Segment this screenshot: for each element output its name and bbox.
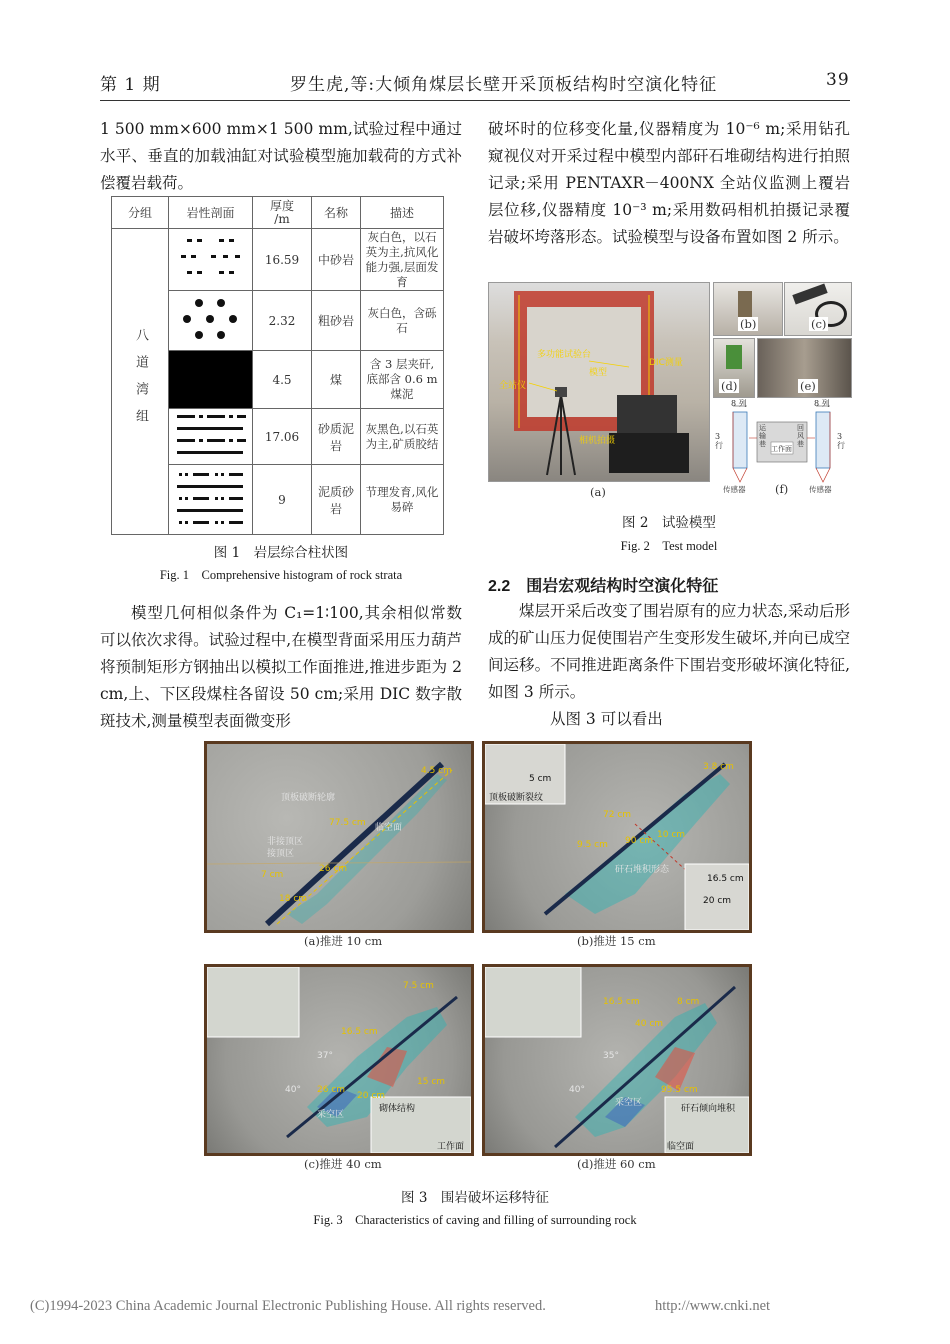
fig2c-photo <box>784 282 852 336</box>
thickness-cell: 2.32 <box>253 291 312 351</box>
fig3-caption-cn: 图 3 围岩破坏运移特征 <box>401 1190 549 1206</box>
fig2c-label-letter: (c) <box>811 317 827 331</box>
table-header: 岩性剖面 <box>169 197 253 229</box>
fig3b-label: 72 cm <box>603 810 632 820</box>
left-paragraph-2: 模型几何相似条件为 C₁=1∶100,其余相似常数可以依次求得。试验过程中,在模型背面采用压力葫芦将预制矩形方钢抽出以模拟工作面推进,推进步距为 2 cm,上、下区段煤柱各留设 50 cm;采用 DIC 数字散斑技术,测量模型表面微变形 <box>100 604 462 730</box>
right-paragraph-3: 从图 3 可以看出 <box>550 710 663 728</box>
group-cell: 八道湾组 <box>112 229 169 535</box>
fig3a-caption: (a)推进 10 cm <box>304 934 383 948</box>
fig3c-photo <box>204 964 474 1156</box>
fig3c-label: 7.5 cm <box>403 981 434 991</box>
desc-cell: 含 3 层夹矸,底部含 0.6 m 煤泥 <box>361 351 444 409</box>
fig3d-caption: (d)推进 60 cm <box>577 1157 656 1171</box>
lithology-argillaceous-sandstone <box>169 465 253 535</box>
fig2d-label-letter: (d) <box>721 379 738 393</box>
name-cell: 中砂岩 <box>312 229 361 291</box>
name-cell: 砂质泥岩 <box>312 409 361 465</box>
desc-cell: 灰黑色,以石英为主,矿质胶结 <box>361 409 444 465</box>
fig3d-label: 40 cm <box>635 1019 664 1029</box>
lithology-coal <box>169 351 253 409</box>
fig2f-label-letter: (f) <box>775 482 789 496</box>
fig3d-label: 采空区 <box>615 1098 643 1108</box>
right-paragraph-2: 煤层开采后改变了围岩原有的应力状态,采动后形成的矿山压力促使围岩产生变形发生破坏,并向已成空间运移。不同推进距离条件下围岩变形破坏演化特征,如图 3 所示。 <box>488 602 850 701</box>
lithology-coarse-sandstone <box>169 291 253 351</box>
copyright-notice: (C)1994-2023 China Academic Journal Electronic Publishing House. All rights reserved. <box>30 1298 546 1314</box>
name-cell: 粗砂岩 <box>312 291 361 351</box>
fig3c-label: 15 cm <box>417 1077 446 1087</box>
fig2f-text: 8 列 <box>731 399 747 408</box>
fig2f-text: 8 列 <box>814 399 830 408</box>
fig2e-label-letter: (e) <box>800 379 816 393</box>
fig2f-text: 3 行 <box>715 432 723 450</box>
fig2a-label: 模型 <box>589 368 608 378</box>
fig3d-label: 临空面 <box>667 1142 695 1152</box>
fig3a-label: 非接顶区 <box>267 837 304 847</box>
fig3c-label: 40° <box>285 1085 301 1095</box>
cnki-link[interactable]: http://www.cnki.net <box>655 1298 771 1314</box>
fig2f-text: 传感器 <box>723 485 746 494</box>
thickness-cell: 9 <box>253 465 312 535</box>
fig3c-label: 16.5 cm <box>341 1027 378 1037</box>
fig3c-label: 26 cm <box>317 1085 346 1095</box>
fig2a-label: 全站仪 <box>499 381 527 391</box>
fig3b-label: 矸石堆积形态 <box>615 865 670 875</box>
fig3b-label: 10 cm <box>657 830 686 840</box>
fig3-caption-en: Fig. 3 Characteristics of caving and filling of surrounding rock <box>313 1213 637 1227</box>
fig3a-label: 临空面 <box>375 823 403 833</box>
table-header: 分组 <box>112 197 169 229</box>
fig3a-label: 顶板破断轮廓 <box>281 793 336 803</box>
fig3b-label: 顶板破断裂纹 <box>489 793 544 803</box>
fig2a-label: DIC测量 <box>649 358 683 368</box>
fig1-caption-cn: 图 1 岩层综合柱状图 <box>213 545 349 561</box>
running-title: 罗生虎,等:大倾角煤层长壁开采顶板结构时空演化特征 <box>290 75 718 95</box>
table-header: 名称 <box>312 197 361 229</box>
fig3a-photo <box>204 741 474 933</box>
fig2b-photo <box>713 282 783 336</box>
lithology-medium-sandstone <box>169 229 253 291</box>
fig2-caption-cn: 图 2 试验模型 <box>622 515 716 531</box>
fig3c-label: 工作面 <box>437 1142 465 1152</box>
fig2f-text: 运输巷 <box>759 424 766 448</box>
name-cell: 泥质砂岩 <box>312 465 361 535</box>
fig3d-label: 8 cm <box>677 997 700 1007</box>
fig2d-photo <box>713 338 755 398</box>
header-rule <box>100 100 850 101</box>
fig3b-photo <box>482 741 752 933</box>
fig2a-label-letter: (a) <box>590 485 606 499</box>
fig3c-label: 砌体结构 <box>379 1104 416 1114</box>
fig2b-label-letter: (b) <box>740 317 757 331</box>
fig2f-text: 回风巷 <box>797 424 804 448</box>
fig3c-caption: (c)推进 40 cm <box>304 1157 382 1171</box>
thickness-cell: 16.59 <box>253 229 312 291</box>
right-paragraph-1: 破坏时的位移变化量,仪器精度为 10⁻⁶ m;采用钻孔窥视仪对开采过程中模型内部矸石堆砌结构进行拍照记录;采用 PENTAXR－400NX 全站仪监测上覆岩层位移,仪器精度 10⁻³ m;采用数码相机拍摄记录覆岩破坏垮落形态。试验模型与设备布置如图 2 所示。 <box>488 120 850 246</box>
fig3b-label: 9.5 cm <box>577 840 608 850</box>
fig3b-caption: (b)推进 15 cm <box>577 934 656 948</box>
fig3d-label: 矸石倾向堆积 <box>681 1104 736 1114</box>
fig3b-label: 5 cm <box>529 774 552 784</box>
left-paragraph-1: 1 500 mm×600 mm×1 500 mm,试验过程中通过水平、垂直的加载油缸对试验模型施加载荷的方式补偿覆岩载荷。 <box>100 120 462 192</box>
thickness-cell: 4.5 <box>253 351 312 409</box>
fig3a-label: 18 cm <box>279 894 308 904</box>
strata-table <box>111 196 444 535</box>
section-heading: 2.2 围岩宏观结构时空演化特征 <box>488 578 719 595</box>
lithology-sandy-mudstone <box>169 409 253 465</box>
fig2f-text: 3 行 <box>837 432 845 450</box>
fig3a-label: 7 cm <box>261 870 284 880</box>
fig1-caption-en: Fig. 1 Comprehensive histogram of rock strata <box>159 568 403 582</box>
fig3c-label: 37° <box>317 1051 333 1061</box>
desc-cell: 灰白色，含砾石 <box>361 291 444 351</box>
desc-cell: 节理发育,风化易碎 <box>361 465 444 535</box>
fig3a-label: 接顶区 <box>267 849 295 859</box>
fig2-caption-en: Fig. 2 Test model <box>620 539 718 553</box>
fig3a-label: 77.5 cm <box>329 818 366 828</box>
fig3d-label: 40° <box>569 1085 585 1095</box>
name-cell: 煤 <box>312 351 361 409</box>
page-number: 39 <box>826 70 850 90</box>
fig2f-text: 传感器 <box>809 485 832 494</box>
thickness-cell: 17.06 <box>253 409 312 465</box>
fig3d-label: 35° <box>603 1051 619 1061</box>
fig3a-label: 4.5 cm <box>421 766 452 776</box>
fig3b-label: 90 cm <box>625 836 654 846</box>
fig2e-photo <box>757 338 852 398</box>
desc-cell: 灰白色，以石英为主,抗风化能力强,层面发育 <box>361 229 444 291</box>
table-row <box>112 229 444 291</box>
fig2a-label: 多功能试验台 <box>537 350 592 360</box>
table-header: 描述 <box>361 197 444 229</box>
fig3d-photo <box>482 964 752 1156</box>
fig2f-text: 工作面 <box>771 445 792 453</box>
fig3a-label: 26 cm <box>319 864 348 874</box>
table-header: 厚度 /m <box>253 197 312 229</box>
fig3c-label: 采空区 <box>317 1110 345 1120</box>
fig3d-label: 16.5 cm <box>603 997 640 1007</box>
fig3b-label: 3.8 cm <box>703 762 734 772</box>
fig3b-label: 20 cm <box>703 896 732 906</box>
fig3d-label: 95.5 cm <box>661 1085 698 1095</box>
issue-number: 第 1 期 <box>100 75 161 95</box>
fig2a-photo <box>488 282 710 482</box>
fig3c-label: 20 cm <box>357 1091 386 1101</box>
fig2a-label: 相机拍摄 <box>579 436 616 446</box>
fig3b-label: 16.5 cm <box>707 874 744 884</box>
fig2f-diagram <box>713 398 850 496</box>
